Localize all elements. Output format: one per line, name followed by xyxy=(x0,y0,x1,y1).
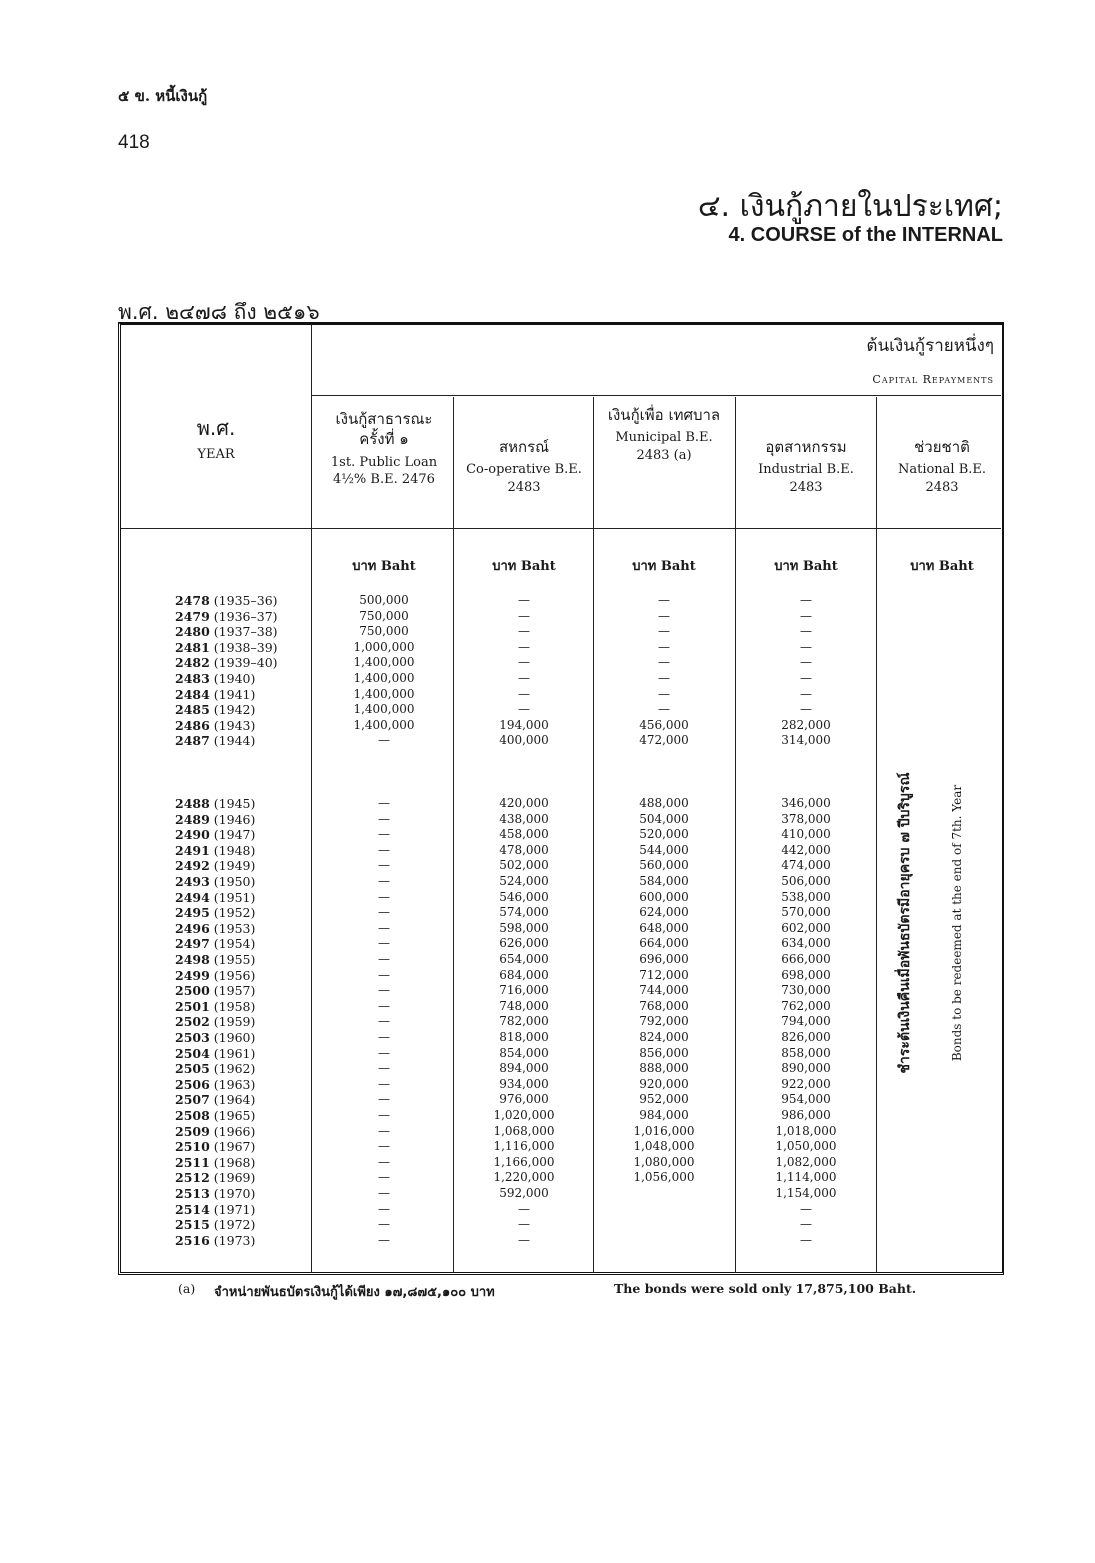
table-cell: — xyxy=(378,1217,390,1232)
table-cell: — xyxy=(800,639,812,654)
table-row xyxy=(175,1092,255,1108)
table-cell: 378,000 xyxy=(781,811,831,826)
table-cell: — xyxy=(518,1217,530,1232)
year-ce: (1948) xyxy=(213,842,256,858)
divider xyxy=(311,325,312,1273)
table-cell: 478,000 xyxy=(499,842,549,857)
table-cell: 1,048,000 xyxy=(633,1139,695,1154)
table-row xyxy=(175,609,278,625)
year-ce: (1945) xyxy=(213,796,256,811)
year-be: 2494 xyxy=(175,889,210,905)
table-cell: 1,400,000 xyxy=(353,717,415,732)
table-cell: — xyxy=(378,967,390,982)
table-row xyxy=(175,624,278,640)
table-cell: 456,000 xyxy=(639,717,689,732)
year-be: 2501 xyxy=(175,998,210,1014)
year-ce: (1947) xyxy=(213,827,256,843)
table-cell: 634,000 xyxy=(781,936,831,951)
year-be: 2514 xyxy=(175,1201,210,1217)
year-be: 2497 xyxy=(175,936,210,952)
column-header-national: ช่วยชาติ National B.E. 2483 xyxy=(897,438,987,495)
table-cell: 730,000 xyxy=(781,983,831,998)
table-cell: 794,000 xyxy=(781,1014,831,1029)
table-cell: 598,000 xyxy=(499,920,549,935)
table-cell: 1,400,000 xyxy=(353,655,415,670)
year-ce: (1936–37) xyxy=(213,608,278,624)
year-ce: (1937–38) xyxy=(213,624,278,640)
table-row xyxy=(175,983,255,999)
table-cell: 858,000 xyxy=(781,1045,831,1060)
table-cell: — xyxy=(658,671,670,685)
divider xyxy=(311,395,1001,396)
year-be: 2505 xyxy=(175,1061,210,1077)
table-cell: — xyxy=(378,936,390,951)
table-cell: 952,000 xyxy=(639,1092,689,1107)
table-cell: 984,000 xyxy=(639,1108,689,1122)
table-cell: 442,000 xyxy=(781,842,831,857)
table-row xyxy=(175,687,255,703)
year-be: 2516 xyxy=(175,1232,210,1248)
table-cell: 546,000 xyxy=(499,889,549,904)
year-be: 2485 xyxy=(175,702,210,718)
table-cell: 420,000 xyxy=(499,796,549,810)
table-cell: — xyxy=(378,889,390,904)
table-cell: 570,000 xyxy=(781,905,831,920)
table-cell: — xyxy=(378,1123,390,1138)
table-cell: 768,000 xyxy=(639,998,689,1013)
table-cell: — xyxy=(518,608,530,623)
year-be: 2499 xyxy=(175,967,210,983)
year-be: 2498 xyxy=(175,952,210,967)
table-cell: — xyxy=(378,733,390,748)
column-header-industrial: อุตสาหกรรม Industrial B.E. 2483 xyxy=(758,438,854,495)
year-ce: (1967) xyxy=(213,1139,256,1155)
table-cell: — xyxy=(518,1201,530,1216)
year-be: 2492 xyxy=(175,858,210,874)
table-cell: — xyxy=(378,874,390,888)
table-cell: 934,000 xyxy=(499,1076,549,1091)
table-row xyxy=(175,968,255,984)
table-row xyxy=(175,593,278,609)
table-cell: — xyxy=(378,827,390,842)
table-cell: 624,000 xyxy=(639,905,689,920)
table-cell: 1,016,000 xyxy=(633,1123,695,1138)
table-cell: — xyxy=(378,983,390,998)
table-row xyxy=(175,843,255,859)
table-row xyxy=(175,1139,255,1155)
footnote-mark: (a) xyxy=(178,1281,196,1296)
year-be: 2486 xyxy=(175,717,210,733)
table-cell: — xyxy=(378,905,390,920)
table-cell: 922,000 xyxy=(781,1076,831,1091)
table-cell: — xyxy=(378,1232,390,1247)
table-cell: 1,020,000 xyxy=(493,1108,555,1122)
year-ce: (1958) xyxy=(213,998,256,1014)
year-ce: (1946) xyxy=(213,811,256,827)
table-cell: 346,000 xyxy=(781,796,831,810)
table-cell: — xyxy=(800,593,812,607)
table-cell: — xyxy=(658,624,670,639)
table-cell: 1,154,000 xyxy=(775,1186,837,1200)
table-cell: 502,000 xyxy=(499,858,549,873)
table-cell: — xyxy=(378,1014,390,1029)
table-cell: 986,000 xyxy=(781,1108,831,1122)
table-cell: 504,000 xyxy=(639,811,689,826)
table-cell: — xyxy=(658,702,670,717)
table-cell: 954,000 xyxy=(781,1092,831,1107)
page-title-english: 4. COURSE of the INTERNAL xyxy=(728,224,1003,246)
table-row xyxy=(175,1186,255,1202)
table-cell: 314,000 xyxy=(781,733,831,748)
table-cell: 520,000 xyxy=(639,827,689,842)
table-cell: 438,000 xyxy=(499,811,549,826)
table-row xyxy=(175,733,255,749)
year-be: 2504 xyxy=(175,1045,210,1061)
table-cell: — xyxy=(378,858,390,873)
column-header-public-loan: เงินกู้สาธารณะ ครั้งที่ ๑ 1st. Public Loan 4½% B.E. 2476 xyxy=(330,410,438,488)
table-cell: — xyxy=(378,842,390,857)
table-cell: 600,000 xyxy=(639,889,689,904)
table-cell: — xyxy=(378,1186,390,1200)
table-cell: 458,000 xyxy=(499,827,549,842)
year-be: 2488 xyxy=(175,796,210,811)
table-cell: 474,000 xyxy=(781,858,831,873)
table-cell: 716,000 xyxy=(499,983,549,998)
table-cell: — xyxy=(518,593,530,607)
footnote-thai: จำหน่ายพันธบัตรเงินกู้ได้เพียง ๑๗,๘๗๕,๑๐๐ บาท xyxy=(214,1285,495,1300)
footnote-english: The bonds were sold only 17,875,100 Baht. xyxy=(614,1281,917,1296)
unit-label: บาท Baht xyxy=(774,559,838,574)
year-ce: (1971) xyxy=(213,1201,256,1217)
year-be: 2495 xyxy=(175,905,210,921)
table-cell: — xyxy=(518,671,530,685)
table-cell: 1,116,000 xyxy=(493,1139,555,1154)
year-be: 2506 xyxy=(175,1076,210,1092)
year-ce: (1935–36) xyxy=(213,593,278,608)
year-be: 2489 xyxy=(175,811,210,827)
year-ce: (1941) xyxy=(213,686,256,702)
table-cell: — xyxy=(518,655,530,670)
table-cell: 1,080,000 xyxy=(633,1154,695,1169)
table-cell: — xyxy=(378,1045,390,1060)
table-cell: 538,000 xyxy=(781,889,831,904)
table-cell: 854,000 xyxy=(499,1045,549,1060)
table-cell: — xyxy=(518,702,530,717)
table-cell: — xyxy=(658,655,670,670)
table-row xyxy=(175,952,255,968)
table-cell: — xyxy=(800,655,812,670)
table-cell: 894,000 xyxy=(499,1061,549,1076)
table-row xyxy=(175,1124,255,1140)
table-row xyxy=(175,1108,255,1124)
year-be: 2509 xyxy=(175,1123,210,1139)
table-cell: — xyxy=(800,608,812,623)
unit-label: บาท Baht xyxy=(632,559,696,574)
table-cell: 750,000 xyxy=(359,608,409,623)
year-be: 2511 xyxy=(175,1154,210,1170)
table-cell: — xyxy=(658,608,670,623)
table-row xyxy=(175,671,255,687)
table-cell: 592,000 xyxy=(499,1186,549,1200)
table-row xyxy=(175,640,278,656)
year-be: 2487 xyxy=(175,733,210,749)
table-cell: — xyxy=(518,1232,530,1247)
table-row xyxy=(175,1217,255,1233)
table-row xyxy=(175,827,255,843)
year-be: 2508 xyxy=(175,1108,210,1123)
year-ce: (1939–40) xyxy=(213,655,278,671)
year-be: 2507 xyxy=(175,1092,210,1108)
table-cell: — xyxy=(800,1201,812,1216)
table-cell: 574,000 xyxy=(499,905,549,920)
table-cell: 976,000 xyxy=(499,1092,549,1107)
table-cell: 584,000 xyxy=(639,874,689,888)
year-be: 2490 xyxy=(175,827,210,843)
table-cell: 524,000 xyxy=(499,874,549,888)
group-header xyxy=(311,325,994,395)
table-cell: 1,114,000 xyxy=(775,1170,837,1185)
table-row xyxy=(175,1233,255,1249)
table-cell: 1,068,000 xyxy=(493,1123,555,1138)
table-cell: 750,000 xyxy=(359,624,409,639)
table-cell: 1,056,000 xyxy=(633,1170,695,1185)
year-be: 2502 xyxy=(175,1014,210,1030)
year-be: 2503 xyxy=(175,1030,210,1045)
table-cell: — xyxy=(378,920,390,935)
unit-label: บาท Baht xyxy=(910,559,974,574)
table-cell: 500,000 xyxy=(359,593,409,607)
table-cell: 748,000 xyxy=(499,998,549,1013)
year-header-thai: พ.ศ. xyxy=(196,416,236,440)
group-header-english: Capital Repayments xyxy=(872,373,994,386)
year-ce: (1965) xyxy=(213,1108,256,1123)
table-row xyxy=(175,1170,255,1186)
table-cell: — xyxy=(378,1170,390,1185)
year-ce: (1972) xyxy=(213,1217,256,1233)
year-ce: (1942) xyxy=(213,702,256,718)
year-ce: (1961) xyxy=(213,1045,256,1061)
table-cell: 888,000 xyxy=(639,1061,689,1076)
table-cell: — xyxy=(378,1061,390,1076)
table-cell: 1,400,000 xyxy=(353,686,415,701)
year-ce: (1943) xyxy=(213,717,256,733)
table-cell: 1,400,000 xyxy=(353,671,415,685)
unit-label: บาท Baht xyxy=(492,559,556,574)
table-row xyxy=(175,655,278,671)
table-cell: — xyxy=(800,624,812,639)
table-cell: 1,400,000 xyxy=(353,702,415,717)
table-cell: — xyxy=(518,639,530,654)
table-cell: 1,166,000 xyxy=(493,1154,555,1169)
table-cell: 1,018,000 xyxy=(775,1123,837,1138)
table-row xyxy=(175,890,255,906)
year-ce: (1968) xyxy=(213,1154,256,1170)
table-cell: — xyxy=(378,998,390,1013)
table-row xyxy=(175,812,255,828)
table-cell: 400,000 xyxy=(499,733,549,748)
table-cell: 684,000 xyxy=(499,967,549,982)
year-ce: (1955) xyxy=(213,952,256,967)
table-cell: 626,000 xyxy=(499,936,549,951)
table-cell: 920,000 xyxy=(639,1076,689,1091)
national-note-thai: ชำระต้นเงินคืนเมื่อพันธบัตรมีอายุครบ ๗ ปีบริบูรณ์ xyxy=(897,772,913,1074)
year-ce: (1959) xyxy=(213,1014,256,1030)
table-cell: — xyxy=(378,1092,390,1107)
table-cell: — xyxy=(800,1217,812,1232)
table-cell: — xyxy=(378,1154,390,1169)
year-ce: (1944) xyxy=(213,733,256,749)
table-cell: — xyxy=(800,686,812,701)
year-ce: (1960) xyxy=(213,1030,256,1045)
table-cell: 560,000 xyxy=(639,858,689,873)
year-ce: (1953) xyxy=(213,920,256,936)
table-cell: 506,000 xyxy=(781,874,831,888)
year-be: 2484 xyxy=(175,686,210,702)
loan-table xyxy=(118,322,1004,1275)
year-ce: (1963) xyxy=(213,1076,256,1092)
year-be: 2478 xyxy=(175,593,210,608)
table-cell: 282,000 xyxy=(781,717,831,732)
year-be: 2496 xyxy=(175,920,210,936)
table-cell: — xyxy=(518,624,530,639)
year-ce: (1970) xyxy=(213,1186,256,1201)
table-cell: — xyxy=(378,811,390,826)
year-ce: (1954) xyxy=(213,936,256,952)
table-cell: — xyxy=(658,639,670,654)
table-row xyxy=(175,858,255,874)
column-header-municipal: เงินกู้เพื่อ เทศบาล Municipal B.E. 2483 (a) xyxy=(607,406,721,463)
table-cell: — xyxy=(378,1030,390,1044)
page-number: 418 xyxy=(118,132,150,153)
year-ce: (1949) xyxy=(213,858,256,874)
table-row xyxy=(175,796,255,812)
unit-label: บาท Baht xyxy=(352,559,416,574)
table-cell: — xyxy=(378,952,390,966)
year-header-english: YEAR xyxy=(197,447,235,462)
table-cell: 194,000 xyxy=(499,717,549,732)
table-row xyxy=(175,1030,255,1046)
divider xyxy=(121,528,1001,529)
table-cell: 744,000 xyxy=(639,983,689,998)
section-label: ๕ ข. หนี้เงินกู้ xyxy=(118,87,208,105)
year-be: 2513 xyxy=(175,1186,210,1201)
table-cell: 1,050,000 xyxy=(775,1139,837,1154)
year-ce: (1966) xyxy=(213,1123,256,1139)
year-be: 2512 xyxy=(175,1170,210,1186)
period-label: พ.ศ. ๒๔๗๘ ถึง ๒๕๑๖ xyxy=(118,300,320,324)
table-cell: 824,000 xyxy=(639,1030,689,1044)
year-ce: (1940) xyxy=(213,671,256,686)
table-cell: 698,000 xyxy=(781,967,831,982)
year-ce: (1950) xyxy=(213,874,256,889)
table-row xyxy=(175,1061,255,1077)
table-cell: 762,000 xyxy=(781,998,831,1013)
year-be: 2483 xyxy=(175,671,210,686)
table-cell: 856,000 xyxy=(639,1045,689,1060)
year-ce: (1973) xyxy=(213,1232,256,1248)
year-be: 2481 xyxy=(175,639,210,655)
table-cell: 826,000 xyxy=(781,1030,831,1044)
table-cell: — xyxy=(800,671,812,685)
year-be: 2500 xyxy=(175,983,210,999)
table-cell: 792,000 xyxy=(639,1014,689,1029)
table-row xyxy=(175,1202,255,1218)
table-cell: 1,220,000 xyxy=(493,1170,555,1185)
table-cell: 666,000 xyxy=(781,952,831,966)
table-cell: 544,000 xyxy=(639,842,689,857)
table-row xyxy=(175,999,255,1015)
year-be: 2491 xyxy=(175,842,210,858)
table-cell: — xyxy=(658,593,670,607)
table-row xyxy=(175,1155,255,1171)
table-cell: 654,000 xyxy=(499,952,549,966)
year-be: 2480 xyxy=(175,624,210,640)
table-cell: 410,000 xyxy=(781,827,831,842)
year-ce: (1952) xyxy=(213,905,256,921)
table-cell: 648,000 xyxy=(639,920,689,935)
table-cell: 1,000,000 xyxy=(353,639,415,654)
table-row xyxy=(175,1046,255,1062)
table-cell: — xyxy=(378,1108,390,1122)
year-ce: (1962) xyxy=(213,1061,256,1077)
table-row xyxy=(175,936,255,952)
year-be: 2515 xyxy=(175,1217,210,1233)
table-cell: 712,000 xyxy=(639,967,689,982)
table-row xyxy=(175,1077,255,1093)
table-cell: — xyxy=(800,702,812,717)
table-cell: 602,000 xyxy=(781,920,831,935)
table-cell: — xyxy=(378,796,390,810)
table-row xyxy=(175,874,255,890)
column-header-cooperative: สหกรณ์ Co-operative B.E. 2483 xyxy=(466,438,582,495)
year-be: 2482 xyxy=(175,655,210,671)
table-row xyxy=(175,1014,255,1030)
year-ce: (1956) xyxy=(213,967,256,983)
table-cell: — xyxy=(378,1201,390,1216)
table-cell: — xyxy=(518,686,530,701)
table-row xyxy=(175,921,255,937)
year-ce: (1969) xyxy=(213,1170,256,1186)
table-row xyxy=(175,718,255,734)
year-ce: (1938–39) xyxy=(213,639,278,655)
table-cell: 472,000 xyxy=(639,733,689,748)
table-cell: 696,000 xyxy=(639,952,689,966)
table-cell: — xyxy=(378,1076,390,1091)
table-cell: 890,000 xyxy=(781,1061,831,1076)
table-cell: 818,000 xyxy=(499,1030,549,1044)
year-ce: (1964) xyxy=(213,1092,256,1108)
page-title-thai: ๔. เงินกู้ภายในประเทศ; xyxy=(697,189,1003,224)
table-cell: 664,000 xyxy=(639,936,689,951)
table-cell: 488,000 xyxy=(639,796,689,810)
year-ce: (1957) xyxy=(213,983,256,999)
group-header-thai: ต้นเงินกู้รายหนึ่งๆ xyxy=(866,336,994,356)
table-row xyxy=(175,702,255,718)
table-row xyxy=(175,905,255,921)
year-ce: (1951) xyxy=(213,889,256,905)
table-cell: 782,000 xyxy=(499,1014,549,1029)
table-cell: — xyxy=(658,686,670,701)
table-cell: — xyxy=(378,1139,390,1154)
national-note-english: Bonds to be redeemed at the end of 7th. Year xyxy=(950,784,964,1062)
year-be: 2510 xyxy=(175,1139,210,1155)
year-be: 2493 xyxy=(175,874,210,889)
table-cell: — xyxy=(800,1232,812,1247)
year-be: 2479 xyxy=(175,608,210,624)
table-cell: 1,082,000 xyxy=(775,1154,837,1169)
year-column-header xyxy=(121,415,311,464)
